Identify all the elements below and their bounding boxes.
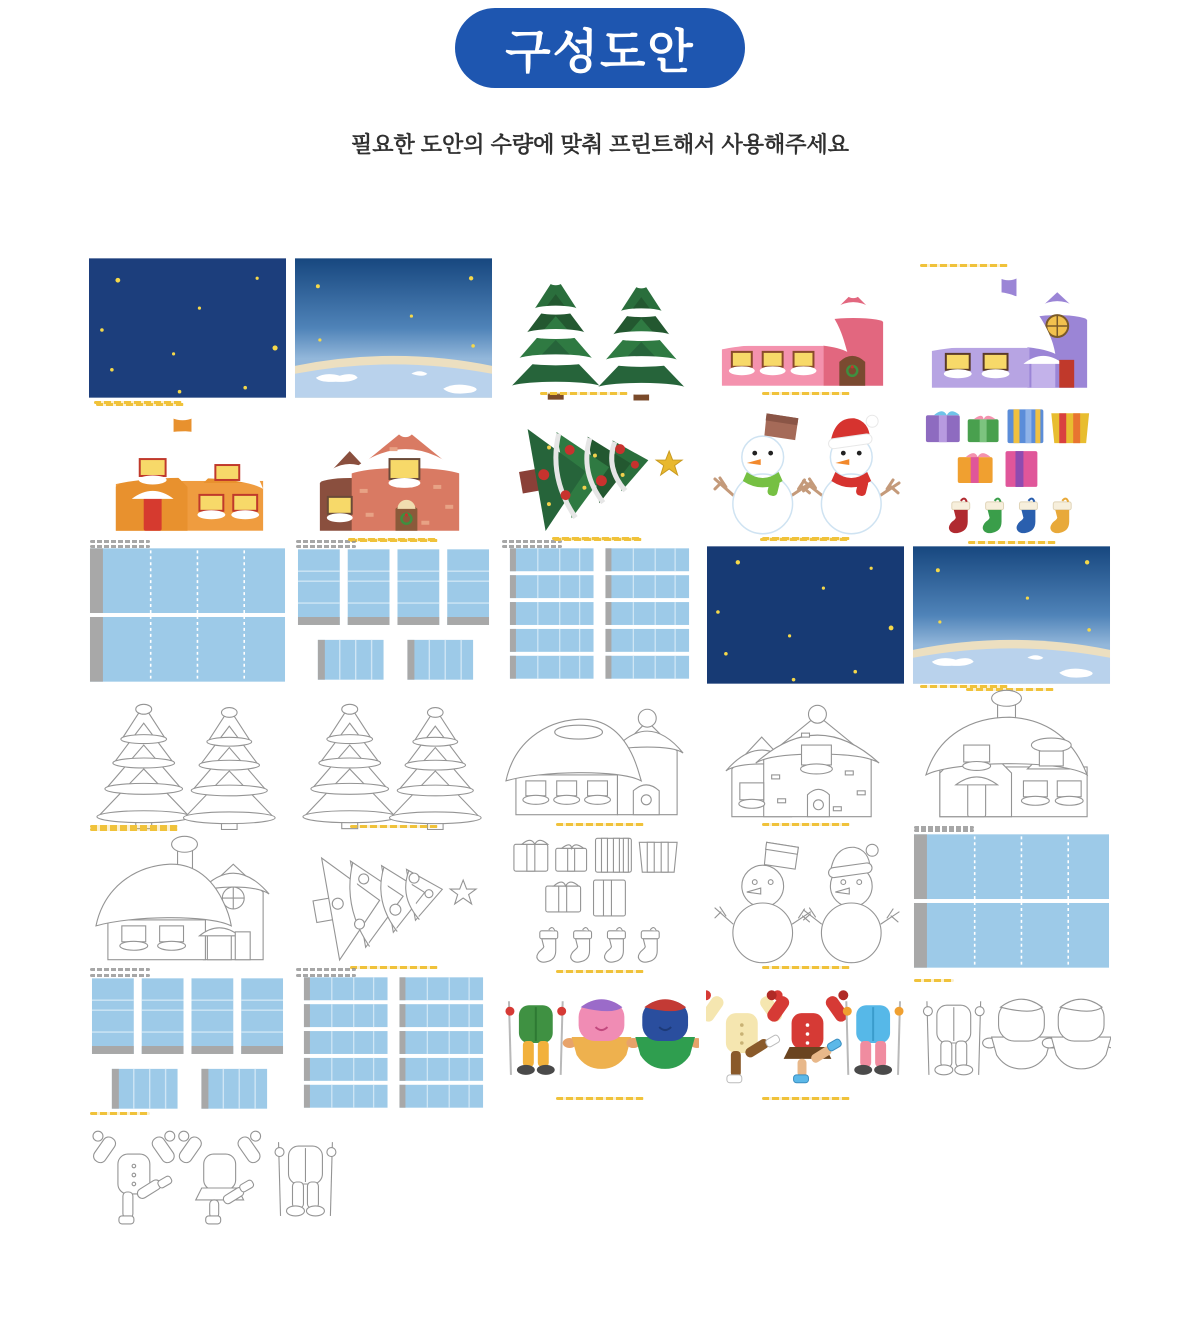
stockings-icon [949, 499, 1071, 534]
thumb-orange-house-outline [912, 687, 1111, 830]
thumb-box-pattern-strips [500, 544, 699, 687]
page-title: 구성도안 [505, 24, 695, 78]
caption-text-line [296, 968, 356, 971]
thumb-pink-house-outline [500, 687, 699, 830]
watermark-line [914, 979, 954, 982]
thumb-box-pattern-strips [294, 973, 493, 1116]
christmas-tree-icon [500, 401, 699, 544]
winter-kids-icon [500, 973, 699, 1116]
watermark-line [556, 1097, 644, 1100]
brick-house-icon [294, 401, 493, 544]
thumb-winter-kids-outline-b [88, 1116, 493, 1259]
watermark-line [554, 538, 642, 541]
snowmen-outline-icon [706, 830, 905, 973]
skier-green-icon [505, 1001, 566, 1075]
sledder-pink-icon [563, 999, 641, 1069]
watermark-line [350, 825, 438, 828]
purple-house-outline-icon [88, 830, 287, 973]
snowmen-icon [706, 401, 905, 544]
pine-trees-outline-icon [294, 687, 493, 830]
page-subtitle: 필요한 도안의 수량에 맞춰 프린트해서 사용해주세요 [350, 132, 850, 157]
watermark-line [350, 966, 438, 969]
winter-kids-outline-icon [88, 1116, 493, 1259]
thumb-orange-house-color [88, 401, 287, 544]
thumb-gifts-stockings-outline [500, 830, 699, 973]
watermark-line [760, 538, 848, 541]
pink-house-icon [706, 258, 905, 401]
christmas-tree-outline-icon [294, 830, 493, 973]
box-pattern-vertical-icon [88, 973, 287, 1116]
thumb-winter-kids-color-a [500, 973, 699, 1116]
thumb-snowmen-outline [706, 830, 905, 973]
watermark-line [556, 823, 644, 826]
watermark-line [762, 1097, 850, 1100]
snowman-red-icon [804, 415, 900, 533]
caption-text-line [502, 540, 562, 543]
caption-text-line [90, 968, 150, 971]
thumb-purple-house-outline [88, 830, 287, 973]
winter-kids-outline-icon [912, 973, 1111, 1116]
night-sky-icon [88, 258, 287, 401]
watermark-line [540, 392, 628, 395]
thumb-pink-house-color [706, 258, 905, 401]
thumb-box-pattern-vertical [294, 544, 493, 687]
thumb-purple-house-color [912, 258, 1111, 401]
thumb-box-pattern-large [88, 544, 287, 687]
thumb-winter-kids-color-b [706, 973, 905, 1116]
pattern-thumbnail-grid [88, 258, 1112, 1259]
thumb-night-sky [706, 544, 905, 687]
night-horizon-icon [912, 544, 1111, 687]
watermark-line [762, 392, 850, 395]
night-sky-icon [706, 544, 905, 687]
thumb-christmas-tree-outline [294, 830, 493, 973]
box-pattern-large-icon [912, 830, 1111, 973]
thumb-night-horizon [912, 544, 1111, 687]
watermark-line [90, 1112, 150, 1115]
caption-text-line [90, 540, 150, 543]
snowman-green-icon [715, 410, 811, 534]
orange-house-icon [88, 401, 287, 544]
gift-boxes-icon [926, 409, 1089, 487]
pine-trees-icon [500, 258, 699, 401]
thumb-snowmen-color [706, 401, 905, 544]
night-horizon-icon [294, 258, 493, 401]
thumb-christmas-tree-color [500, 401, 699, 544]
title-badge [455, 8, 745, 88]
thumb-box-pattern-large [912, 830, 1111, 973]
watermark-line [90, 828, 178, 831]
purple-house-icon [912, 258, 1111, 401]
thumb-box-pattern-vertical [88, 973, 287, 1116]
sledder-blue-icon [626, 999, 699, 1069]
skier-blue-icon [843, 1001, 904, 1075]
thumb-winter-kids-outline-a [912, 973, 1111, 1116]
watermark-line [96, 403, 184, 406]
box-pattern-large-icon [88, 544, 287, 687]
watermark-line [920, 685, 1008, 688]
watermark-line [920, 264, 1008, 267]
pink-house-outline-icon [500, 687, 699, 830]
thumb-pine-trees-color [500, 258, 699, 401]
thumb-night-sky [88, 258, 287, 401]
watermark-line [762, 966, 850, 969]
watermark-line [348, 538, 436, 541]
orange-house-outline-icon [912, 687, 1111, 830]
box-pattern-strips-icon [500, 544, 699, 687]
caption-text-line [914, 826, 974, 829]
box-pattern-vertical-icon [294, 544, 493, 687]
pine-trees-outline-icon [88, 687, 287, 830]
watermark-line [762, 823, 850, 826]
brick-house-outline-icon [706, 687, 905, 830]
thumb-brick-house-color [294, 401, 493, 544]
thumb-brick-house-outline [706, 687, 905, 830]
skater-yellow-icon [706, 990, 784, 1083]
gifts-stockings-icon [912, 401, 1111, 544]
winter-kids-icon [706, 973, 905, 1116]
thumb-pine-trees-outline [294, 687, 493, 830]
gifts-stockings-outline-icon [500, 830, 699, 973]
thumb-night-horizon [294, 258, 493, 401]
thumb-gifts-stockings-color [912, 401, 1111, 544]
caption-text-line [296, 540, 356, 543]
box-pattern-strips-icon [294, 973, 493, 1116]
thumb-pine-trees-outline [88, 687, 287, 830]
